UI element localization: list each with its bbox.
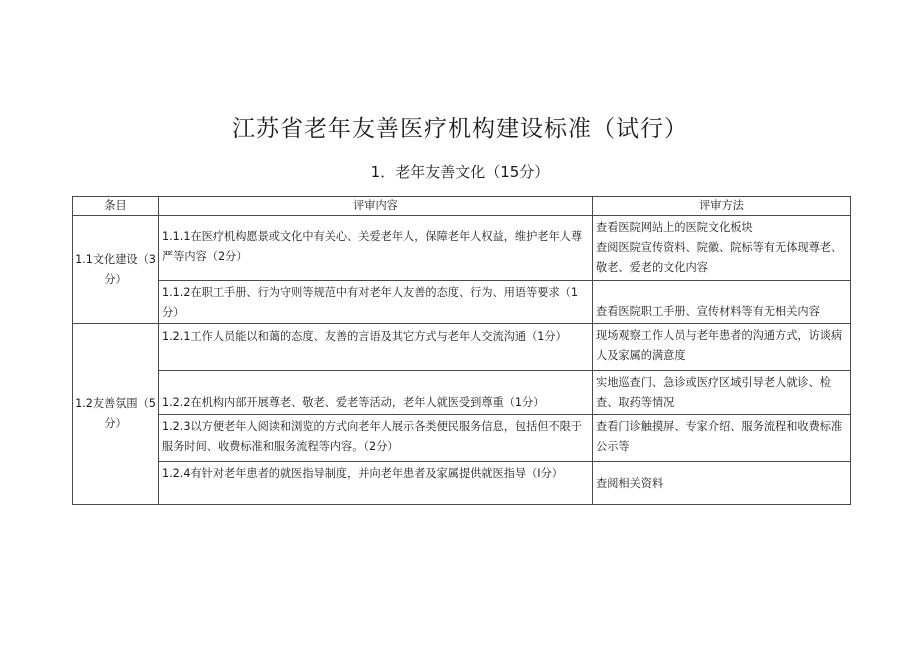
method-cell: 查看医院职工手册、宣传材料等有无相关内容 xyxy=(593,281,851,324)
table-row xyxy=(73,324,851,371)
document-title: 江苏省老年友善医疗机构建设标准（试行） xyxy=(232,116,688,142)
method-cell: 查看门诊触摸屏、专家介绍、服务流程和收费标准公示等 xyxy=(593,415,851,462)
category-cell: 1.2友善氛围（5分） xyxy=(73,324,159,505)
content-cell: 1.2.2在机构内部开展尊老、敬老、爱老等活动，老年人就医受到尊重（1分） xyxy=(159,371,593,415)
table-row xyxy=(73,462,851,505)
content-cell: 1.2.1工作人员能以和蔼的态度、友善的言语及其它方式与老年人交流沟通（1分） xyxy=(159,324,593,371)
method-cell: 查阅相关资料 xyxy=(593,462,851,505)
table-header-row xyxy=(73,197,851,216)
category-cell: 1.1文化建设（3分） xyxy=(73,216,159,324)
table-row xyxy=(73,371,851,415)
content-cell: 1.1.2在职工手册、行为守则等规范中有对老年人友善的态度、行为、用语等要求（1分） xyxy=(159,281,593,324)
section-subtitle: 1．老年友善文化（15分） xyxy=(370,163,550,181)
content-cell: 1.2.3以方便老年人阅读和浏览的方式向老年人展示各类便民服务信息，包括但不限于服务时间、收费标准和服务流程等内容。（2分） xyxy=(159,415,593,462)
header-method: 评审方法 xyxy=(593,197,851,216)
method-cell: 现场观察工作人员与老年患者的沟通方式，访谈病人及家属的满意度 xyxy=(593,324,851,371)
content-cell: 1.2.4有针对老年患者的就医指导制度，并向老年患者及家属提供就医指导（I分） xyxy=(159,462,593,505)
header-item: 条目 xyxy=(73,197,159,216)
standards-table-wrapper xyxy=(72,196,850,505)
table-row xyxy=(73,281,851,324)
content-cell: 1.1.1在医疗机构愿景或文化中有关心、关爱老年人，保障老年人权益，维护老年人尊严等内容（2分） xyxy=(159,216,593,281)
table-row xyxy=(73,216,851,281)
method-cell: 实地巡查门、急诊或医疗区域引导老人就诊、检查、取药等情况 xyxy=(593,371,851,415)
standards-table xyxy=(72,196,851,505)
header-content: 评审内容 xyxy=(159,197,593,216)
table-row xyxy=(73,415,851,462)
method-cell: 查看医院网站上的医院文化板块 查阅医院宣传资料、院徽、院标等有无体现尊老、敬老、爱老的文化内容 xyxy=(593,216,851,281)
